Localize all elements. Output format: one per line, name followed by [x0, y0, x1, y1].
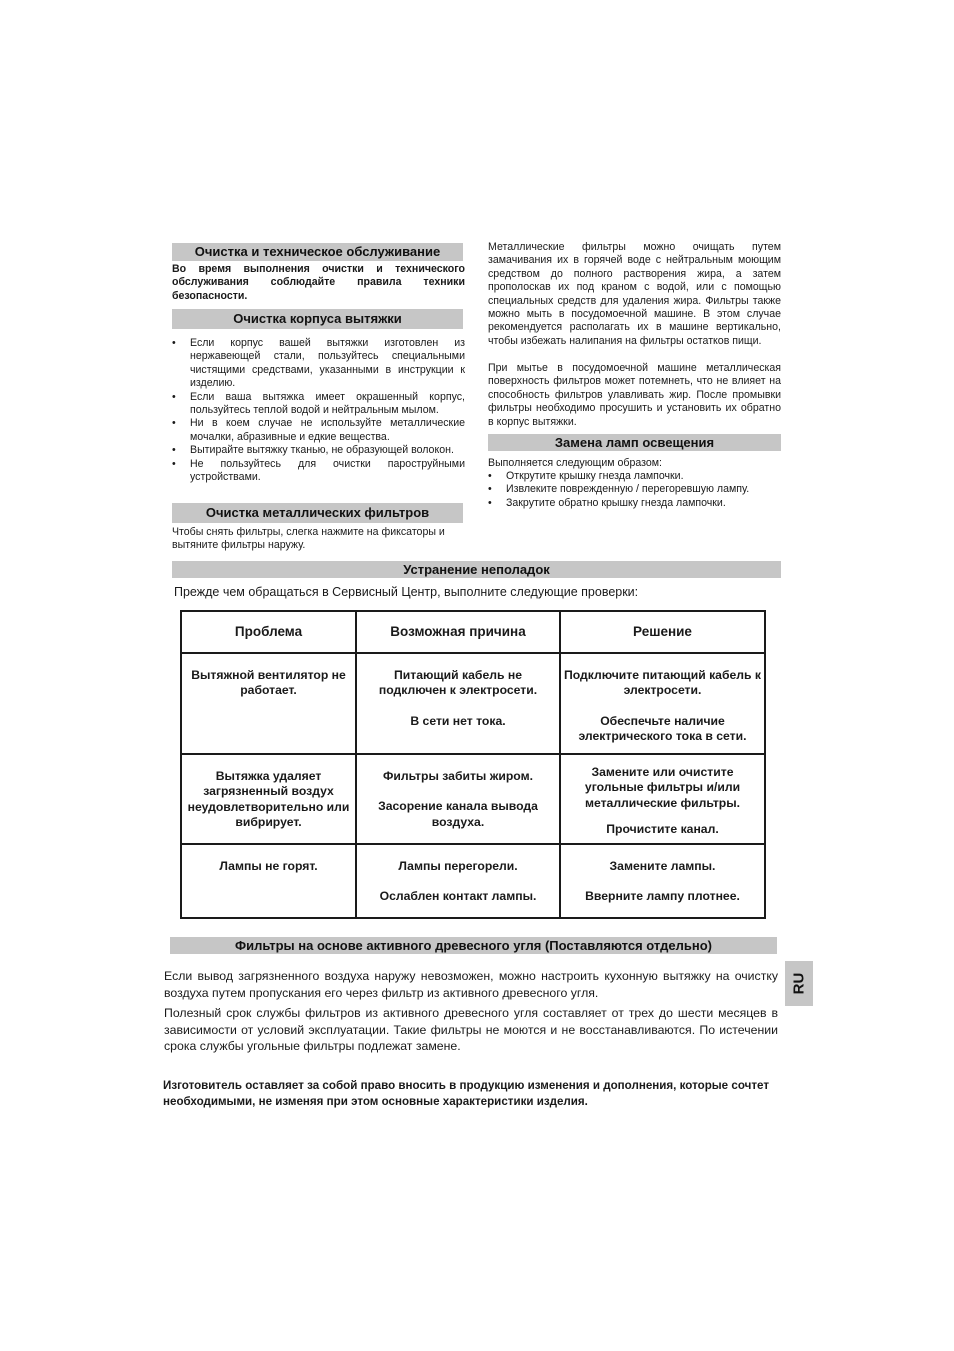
- list-item: • Если ваша вытяжка имеет окрашенный корпус, пользуйтесь теплой водой и нейтральным мылом.: [172, 391, 465, 418]
- table-row: [181, 844, 765, 918]
- cause-text: Ослаблен контакт лампы.: [379, 889, 537, 904]
- language-tab-label: RU: [790, 972, 808, 995]
- problem-cell: [181, 844, 356, 918]
- disclaimer: Изготовитель оставляет за собой право вносить в продукцию изменения и дополнения, которые сочтет необходимыми, не изменяя при этом основные характеристики изделия.: [163, 1079, 769, 1108]
- list-item: • Не пользуйтесь для очистки пароструйными устройствами.: [172, 458, 465, 485]
- list-item: • Извлеките поврежденную / перегоревшую лампу.: [488, 483, 781, 496]
- lamps-title: Замена ламп освещения: [488, 434, 781, 451]
- list-item: • Ни в коем случае не используйте металлические мочалки, абразивные и едкие вещества.: [172, 417, 465, 444]
- carbon-paragraph-1: Если вывод загрязненного воздуха наружу невозможен, можно настроить кухонную вытяжку на очистку воздуха путем пропускания его через фильтр из активного древесного угля.: [164, 969, 778, 1000]
- solution-text: Замените или очистите угольные фильтры и/или металлические фильтры.: [584, 765, 741, 810]
- solution-cell: [560, 653, 765, 754]
- solution-text: Прочистите канал.: [606, 822, 719, 837]
- problem-cell: [181, 754, 356, 844]
- metal-filters-title: Очистка металлических фильтров: [172, 503, 463, 523]
- lamps-list: [488, 470, 781, 510]
- cause-cell: [356, 844, 560, 918]
- solution-cell: [560, 844, 765, 918]
- cause-text: В сети нет тока.: [410, 713, 506, 728]
- troubleshooting-title: Устранение неполадок: [172, 561, 781, 578]
- body-cleaning-list: [172, 337, 465, 484]
- cause-text: Питающий кабель не подключен к электросети.: [378, 668, 538, 698]
- metal-filters-paragraph-2: При мытье в посудомоечной машине металлическая поверхность фильтров может потемнеть, что не влияет на способность фильтров улавливать жир. После промывки фильтры необходимо просушить и установить их обратно в корпус вытяжки.: [488, 362, 781, 428]
- list-item: • Вытирайте вытяжку тканью, не образующей волокон.: [172, 444, 465, 457]
- column-header: Возможная причина: [356, 611, 560, 653]
- cleaning-title: Очистка и техническое обслуживание: [172, 243, 463, 261]
- cleaning-warning: Во время выполнения очистки и технического обслуживания соблюдайте правила техники безопасности.: [172, 263, 465, 302]
- cause-text: Лампы перегорели.: [398, 859, 518, 873]
- metal-filters-paragraph-1: Металлические фильтры можно очищать путем замачивания их в горячей воде с нейтральным моющим средством до полного растворения жира, а затем прополоскав их под краном с водой, или с помощью специальных средств для удаления жира. Фильтры также можно мыть в посудомоечной машине. В этом случае рекомендуется располагать их в машине вертикально, чтобы избежать налипания на фильтры остатков пищи.: [488, 241, 781, 347]
- language-tab: [785, 961, 813, 1006]
- problem-text: Вытяжной вентилятор не работает.: [191, 668, 346, 698]
- list-item: • Открутите крышку гнезда лампочки.: [488, 470, 781, 483]
- troubleshooting-intro: Прежде чем обращаться в Сервисный Центр, выполните следующие проверки:: [174, 585, 639, 599]
- cause-cell: [356, 653, 560, 754]
- list-item: • Закрутите обратно крышку гнезда лампочки.: [488, 497, 781, 510]
- problem-text: Вытяжка удаляет загрязненный воздух неудовлетворительно или вибрирует.: [187, 769, 350, 830]
- solution-text: Обеспечьте наличие электрического тока в сети.: [578, 713, 747, 744]
- carbon-title: Фильтры на основе активного древесного угля (Поставляются отдельно): [170, 937, 777, 954]
- carbon-paragraph-2: Полезный срок службы фильтров из активного древесного угля составляет от трех до шести месяцев в зависимости от условий эксплуатации. Такие фильтры не моются и не восстанавливаются. По истечении срока службы угольные фильтры подлежат замене.: [164, 1006, 778, 1053]
- solution-cell: [560, 754, 765, 844]
- solution-text: Вверните лампу плотнее.: [585, 889, 740, 904]
- lamps-intro: Выполняется следующим образом:: [488, 457, 662, 469]
- body-cleaning-title: Очистка корпуса вытяжки: [172, 309, 463, 329]
- table-row: [181, 653, 765, 754]
- list-item: • Если корпус вашей вытяжки изготовлен из нержавеющей стали, пользуйтесь специальными чистящими средствами, указанными в инструкции к изделию.: [172, 337, 465, 391]
- cause-cell: [356, 754, 560, 844]
- table-row: [181, 754, 765, 844]
- cause-text: Фильтры забиты жиром.: [383, 769, 533, 783]
- column-header: Проблема: [181, 611, 356, 653]
- solution-text: Замените лампы.: [609, 859, 716, 873]
- solution-text: Подключите питающий кабель к электросети.: [564, 668, 761, 698]
- troubleshooting-table: [180, 610, 766, 919]
- problem-text: Лампы не горят.: [219, 859, 318, 873]
- column-header: Решение: [560, 611, 765, 653]
- problem-cell: [181, 653, 356, 754]
- table-header-row: [181, 611, 765, 653]
- cause-text: Засорение канала вывода воздуха.: [378, 799, 538, 829]
- metal-filters-text: Чтобы снять фильтры, слегка нажмите на фиксаторы и вытяните фильтры наружу.: [172, 526, 445, 552]
